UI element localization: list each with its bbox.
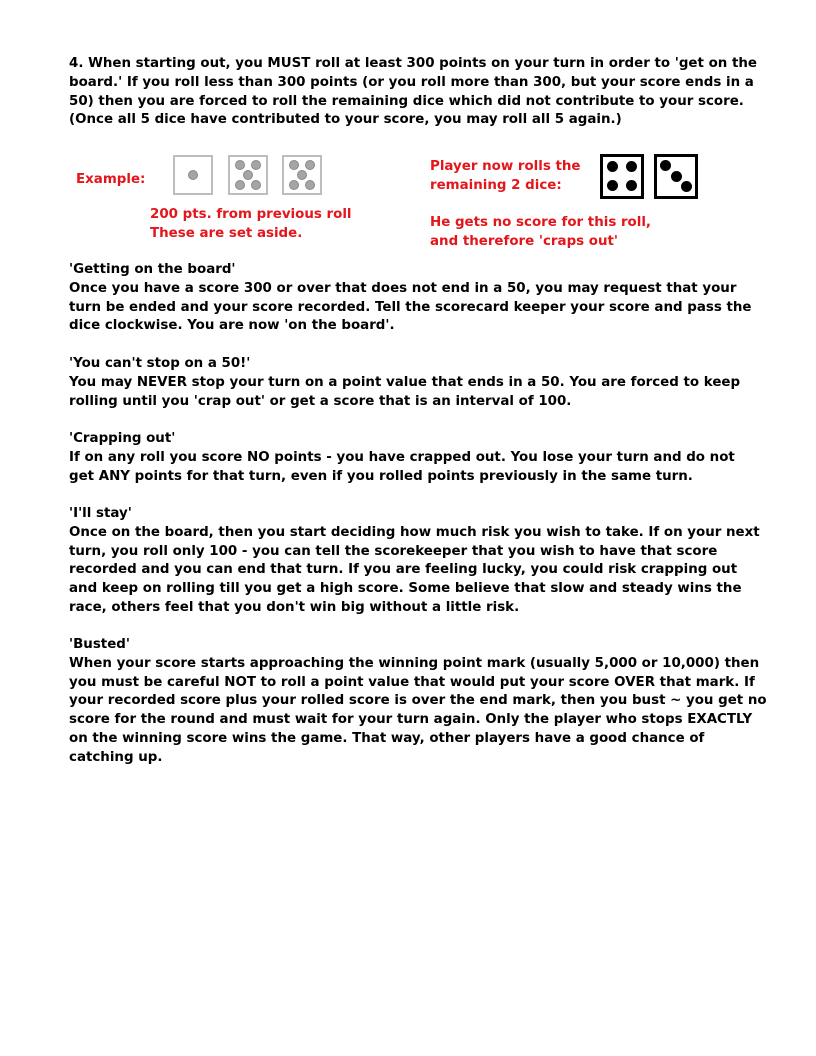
text-line: turn, you roll only 100 - you can tell the scorekeeper that you wish to have that score	[69, 543, 718, 559]
text-line: get ANY points for that turn, even if you rolled points previously in the same turn.	[69, 468, 693, 484]
pip	[626, 180, 637, 191]
rule-section	[69, 430, 789, 486]
pip	[188, 170, 198, 180]
intro-paragraph	[69, 55, 789, 130]
text-line: If on any roll you score NO points - you have crapped out. You lose your turn and do not	[69, 449, 735, 465]
text-line: Once you have a score 300 or over that does not end in a 50, you may request that your	[69, 280, 737, 296]
pip	[289, 160, 299, 170]
die-face-3	[654, 154, 698, 199]
text-line: on the winning score wins the game. That way, other players have a good chance of	[69, 730, 705, 746]
die-face-1	[173, 155, 213, 195]
rule-section	[69, 636, 789, 768]
pip	[235, 160, 245, 170]
text-line: recorded and you can end that turn. If you are feeling lucky, you could risk crapping out	[69, 562, 738, 578]
section-heading: 'Crapping out'	[69, 431, 176, 446]
set-aside-caption	[150, 205, 352, 243]
section-heading: 'Getting on the board'	[69, 262, 236, 277]
pip	[251, 180, 261, 190]
text-line: 50) then you are forced to roll the remaining dice which did not contribute to your score.	[69, 93, 744, 109]
rule-section	[69, 355, 789, 411]
text-line: and keep on rolling till you get a high score. Some believe that slow and steady wins the	[69, 581, 742, 597]
pip	[626, 161, 637, 172]
text-line: (Once all 5 dice have contributed to your score, you may roll all 5 again.)	[69, 112, 622, 128]
text-line: score for the round and must wait for your turn again. Only the player who stops EXACTLY	[69, 712, 753, 728]
pip	[297, 170, 307, 180]
die-face-4	[600, 154, 644, 199]
pip	[235, 180, 245, 190]
pip	[251, 160, 261, 170]
text-line: board.' If you roll less than 300 points (or you roll more than 300, but your score ends in a	[69, 74, 754, 90]
pip	[681, 181, 692, 192]
text-line: When your score starts approaching the winning point mark (usually 5,000 or 10,000) then	[69, 655, 760, 671]
section-heading: 'Busted'	[69, 637, 130, 652]
text-line: 4. When starting out, you MUST roll at least 300 points on your turn in order to 'get on the	[69, 56, 757, 71]
section-heading: 'You can't stop on a 50!'	[69, 356, 251, 371]
text-line: Once on the board, then you start deciding how much risk you wish to take. If on your next	[69, 524, 760, 540]
text-line: Player now rolls the	[430, 159, 581, 174]
text-line: 200 pts. from previous roll	[150, 207, 352, 222]
pip	[305, 180, 315, 190]
rule-section	[69, 505, 789, 618]
result-text	[430, 213, 651, 251]
pip	[305, 160, 315, 170]
die-face-5	[282, 155, 322, 195]
text-line: rolling until you 'crap out' or get a score that is an interval of 100.	[69, 393, 572, 409]
text-line: you must be careful NOT to roll a point value that would put your score OVER that mark. If	[69, 674, 755, 690]
pip	[607, 180, 618, 191]
text-line: and therefore 'craps out'	[430, 234, 619, 249]
text-line: turn be ended and your score recorded. Tell the scorecard keeper your score and pass the	[69, 299, 752, 315]
pip	[289, 180, 299, 190]
pip	[660, 160, 671, 171]
pip	[243, 170, 253, 180]
text-line: You may NEVER stop your turn on a point value that ends in a 50. You are forced to keep	[69, 374, 741, 390]
text-line: catching up.	[69, 749, 163, 765]
roll-text	[430, 157, 581, 195]
text-line: dice clockwise. You are now 'on the board'.	[69, 318, 395, 334]
pip	[671, 171, 682, 182]
example-label: Example:	[76, 172, 146, 187]
text-line: remaining 2 dice:	[430, 178, 562, 193]
text-line: These are set aside.	[150, 226, 303, 241]
text-line: He gets no score for this roll,	[430, 215, 652, 230]
rule-section	[69, 261, 789, 336]
pip	[607, 161, 618, 172]
text-line: race, others feel that you don't win big without a little risk.	[69, 599, 520, 615]
die-face-5	[228, 155, 268, 195]
text-line: your recorded score plus your rolled score is over the end mark, then you bust ~ you get no	[69, 693, 767, 709]
section-heading: 'I'll stay'	[69, 506, 132, 521]
